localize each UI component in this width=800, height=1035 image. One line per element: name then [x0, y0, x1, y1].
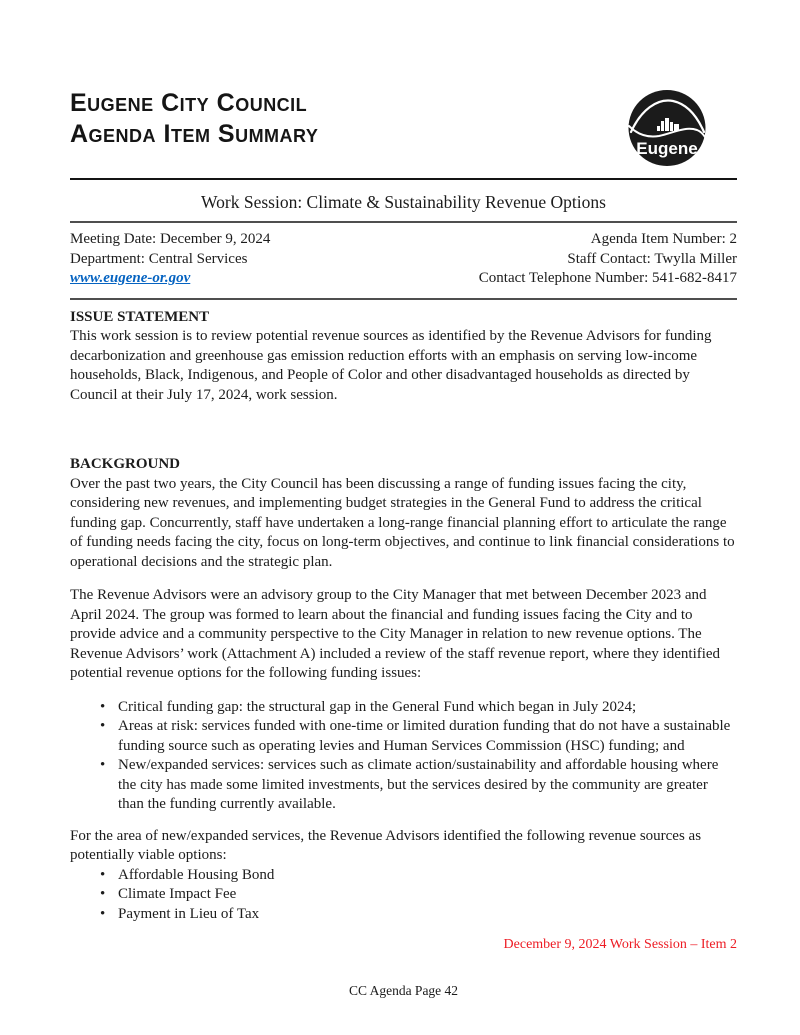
- work-session-heading: Work Session: Climate & Sustainability Revenue Options: [201, 192, 606, 212]
- website-link[interactable]: www.eugene-or.gov: [70, 270, 191, 286]
- paragraph-gap: [70, 572, 737, 586]
- document-body: [70, 308, 737, 925]
- contact-phone: Contact Telephone Number: 541-682-8417: [478, 270, 737, 286]
- list-item: • New/expanded services: services such as climate action/sustainability and affordable housing where the city has made some limited investments, but the services desired by the community are greater than the funding currently available.: [70, 756, 737, 815]
- background-heading: BACKGROUND: [70, 456, 181, 472]
- page-number-label: CC Agenda Page 42: [348, 983, 459, 998]
- document-header: [70, 0, 737, 178]
- issue-statement-heading: ISSUE STATEMENT: [70, 308, 210, 325]
- department: Department: Central Services: [70, 250, 248, 267]
- list-item: • Areas at risk: services funded with one-time or limited duration funding that do not have a sustainable funding source such as operating levies and Human Services Commission (HSC) funding; and: [70, 717, 737, 756]
- background-paragraph-3: For the area of new/expanded services, the Revenue Advisors identified the following revenue sources as potentially viable options:: [70, 827, 702, 863]
- list-item: • Affordable Housing Bond: [70, 866, 737, 886]
- meeting-date: Meeting Date: December 9, 2024: [70, 231, 271, 247]
- revenue-options-list: [70, 866, 737, 925]
- work-session-footer-label: December 9, 2024 Work Session – Item 2: [503, 937, 737, 952]
- meta-left-column: [70, 230, 270, 289]
- logo-wordmark: Eugene: [636, 139, 698, 158]
- paragraph-gap: [70, 815, 737, 827]
- paragraph-gap: [70, 684, 737, 698]
- eugene-city-logo: [627, 88, 707, 168]
- agenda-item-number: Agenda Item Number: 2: [590, 231, 737, 247]
- meta-divider: [70, 298, 737, 300]
- issue-statement-text: This work session is to review potential revenue sources as identified by the Revenue Advisors for funding decarbonization and greenhouse gas emission reduction efforts with an emphasis on serving low-income households, Black, Indigenous, and People of Color and other disadvantaged households as directed by Council at their July 17, 2024, work session.: [70, 328, 712, 403]
- document-title-line2: Agenda Item Summary: [70, 120, 319, 148]
- list-item: • Payment in Lieu of Tax: [70, 905, 737, 925]
- background-paragraph-1: Over the past two years, the City Council has been discussing a range of funding issues facing the city, considering new revenues, and implementing budget strategies in the General Fund to address the critical funding gap. Concurrently, staff have undertaken a long-range financial planning effort to articulate the range of funding needs facing the city, focus on long-term objectives, and continue to link financial considerations to operational decisions and the strategic plan.: [70, 475, 735, 570]
- meeting-meta-block: [70, 223, 737, 298]
- document-page: [70, 0, 737, 1035]
- eugene-logo-icon: [627, 88, 707, 168]
- meta-right-column: [479, 230, 737, 289]
- document-title-line1: Eugene City Council: [70, 89, 308, 117]
- background-paragraph-2: The Revenue Advisors were an advisory group to the City Manager that met between December 2023 and April 2024. The group was formed to learn about the financial and funding issues facing the City and to provide advice and a community perspective to the City Manager in relation to new revenue options. The Revenue Advisors’ work (Attachment A) included a review of the staff revenue report, where they identified potential revenue options for the following funding issues:: [70, 587, 721, 681]
- list-item: • Climate Impact Fee: [70, 885, 737, 905]
- list-item: • Critical funding gap: the structural gap in the General Fund which began in July 2024;: [70, 698, 737, 718]
- section-gap: [70, 405, 737, 447]
- funding-issues-list: [70, 698, 737, 815]
- staff-contact: Staff Contact: Twylla Miller: [567, 250, 737, 267]
